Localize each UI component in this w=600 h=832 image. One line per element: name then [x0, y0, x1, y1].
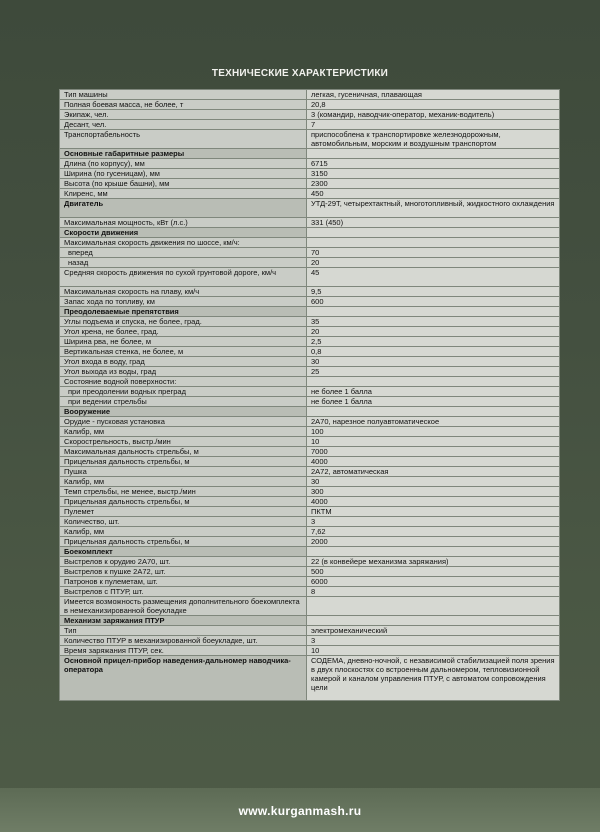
param-cell: Темп стрельбы, не менее, выстр./мин [60, 487, 307, 497]
param-cell: Вертикальная стенка, не более, м [60, 347, 307, 357]
table-row [60, 437, 560, 447]
value-cell: 450 [307, 189, 560, 199]
section-row [60, 307, 560, 317]
table-row [60, 417, 560, 427]
value-cell: 20 [307, 327, 560, 337]
table-row [60, 90, 560, 100]
value-cell: 6715 [307, 159, 560, 169]
param-cell: Угол входа в воду, град [60, 357, 307, 367]
section-row [60, 149, 560, 159]
value-cell: 3150 [307, 169, 560, 179]
value-cell: 20,8 [307, 100, 560, 110]
section-row [60, 616, 560, 626]
value-cell: 20 [307, 258, 560, 268]
param-cell: Патронов к пулеметам, шт. [60, 577, 307, 587]
table-row [60, 287, 560, 297]
value-cell [307, 228, 560, 238]
table-row [60, 427, 560, 437]
value-cell: 8 [307, 587, 560, 597]
value-cell: 3 (командир, наводчик-оператор, механик-водитель) [307, 110, 560, 120]
param-cell: Пушка [60, 467, 307, 477]
param-cell: Количество, шт. [60, 517, 307, 527]
table-row [60, 567, 560, 577]
param-cell: Полная боевая масса, не более, т [60, 100, 307, 110]
table-row [60, 130, 560, 149]
value-cell [307, 149, 560, 159]
value-cell: 7 [307, 120, 560, 130]
section-heading: Двигатель [60, 199, 307, 218]
value-cell: 3 [307, 636, 560, 646]
footer-url: www.kurganmash.ru [238, 804, 362, 818]
value-cell: 30 [307, 477, 560, 487]
page-title: ТЕХНИЧЕСКИЕ ХАРАКТЕРИСТИКИ [211, 68, 389, 79]
table-row [60, 557, 560, 567]
value-cell: 4000 [307, 497, 560, 507]
param-cell: Прицельная дальность стрельбы, м [60, 537, 307, 547]
section-heading: Механизм заряжания ПТУР [60, 616, 307, 626]
value-cell: 0,8 [307, 347, 560, 357]
table-row [60, 587, 560, 597]
param-cell: Угол выхода из воды, град [60, 367, 307, 377]
section-row [60, 407, 560, 417]
param-cell: Прицельная дальность стрельбы, м [60, 457, 307, 467]
value-cell: 22 (в конвейере механизма заряжания) [307, 557, 560, 567]
param-cell: при ведении стрельбы [60, 397, 307, 407]
param-cell: Тип машины [60, 90, 307, 100]
param-cell: назад [60, 258, 307, 268]
param-cell: Длина (по корпусу), мм [60, 159, 307, 169]
value-cell: электромеханический [307, 626, 560, 636]
table-row [60, 238, 560, 248]
table-row [60, 258, 560, 268]
table-row [60, 179, 560, 189]
value-cell: 7000 [307, 447, 560, 457]
value-cell: приспособлена к транспортировке железнодорожным, автомобильным, морским и воздушным транспортом [307, 130, 560, 149]
param-cell: Угол крена, не более, град. [60, 327, 307, 337]
table-row [60, 297, 560, 307]
table-row [60, 507, 560, 517]
value-cell: 500 [307, 567, 560, 577]
value-cell: 331 (450) [307, 218, 560, 228]
table-row [60, 636, 560, 646]
value-cell [307, 597, 560, 616]
table-row [60, 357, 560, 367]
table-row [60, 626, 560, 636]
section-heading: Скорости движения [60, 228, 307, 238]
param-cell: Ширина рва, не более, м [60, 337, 307, 347]
table-row [60, 487, 560, 497]
table-row [60, 317, 560, 327]
table-row [60, 199, 560, 218]
value-cell: СОДЕМА, дневно-ночной, с независимой стабилизацией поля зрения в двух плоскостях со встроенным дальномером, тепловизионной камерой и каналом управления ПТУР, с автоматом сопровождения цели [307, 656, 560, 701]
value-cell: не более 1 балла [307, 387, 560, 397]
table-row [60, 646, 560, 656]
param-cell: Ширина (по гусеницам), мм [60, 169, 307, 179]
table-row [60, 397, 560, 407]
table-row [60, 120, 560, 130]
table-row [60, 527, 560, 537]
table-row [60, 189, 560, 199]
param-cell: Количество ПТУР в механизированной боеукладке, шт. [60, 636, 307, 646]
value-cell: 30 [307, 357, 560, 367]
param-cell: Калибр, мм [60, 477, 307, 487]
param-cell: при преодолении водных преград [60, 387, 307, 397]
param-cell: Время заряжания ПТУР, сек. [60, 646, 307, 656]
param-cell: Скорострельность, выстр./мин [60, 437, 307, 447]
table-row [60, 218, 560, 228]
param-cell: Пулемет [60, 507, 307, 517]
table-row [60, 169, 560, 179]
value-cell: 70 [307, 248, 560, 258]
value-cell: 35 [307, 317, 560, 327]
value-cell: 45 [307, 268, 560, 287]
table-row [60, 347, 560, 357]
value-cell: 4000 [307, 457, 560, 467]
value-cell: 10 [307, 646, 560, 656]
value-cell: 25 [307, 367, 560, 377]
param-cell: Максимальная скорость на плаву, км/ч [60, 287, 307, 297]
value-cell: 2300 [307, 179, 560, 189]
value-cell: 6000 [307, 577, 560, 587]
value-cell [307, 238, 560, 248]
section-heading: Основные габаритные размеры [60, 149, 307, 159]
value-cell [307, 547, 560, 557]
param-cell: Выстрелов с ПТУР, шт. [60, 587, 307, 597]
table-row [60, 597, 560, 616]
section-row [60, 547, 560, 557]
section-heading: Основной прицел-прибор наведения-дальномер наводчика-оператора [60, 656, 307, 701]
value-cell: 7,62 [307, 527, 560, 537]
table-row [60, 367, 560, 377]
value-cell: 300 [307, 487, 560, 497]
value-cell: ПКТМ [307, 507, 560, 517]
param-cell: Десант, чел. [60, 120, 307, 130]
param-cell: Выстрелов к пушке 2А72, шт. [60, 567, 307, 577]
param-cell: Имеется возможность размещения дополнительного боекомплекта в немеханизированной боеукладке [60, 597, 307, 616]
value-cell: 2000 [307, 537, 560, 547]
table-row [60, 100, 560, 110]
table-row [60, 387, 560, 397]
table-row [60, 537, 560, 547]
table-row [60, 110, 560, 120]
table-row [60, 467, 560, 477]
param-cell: Запас хода по топливу, км [60, 297, 307, 307]
param-cell: Тип [60, 626, 307, 636]
value-cell: 2А72, автоматическая [307, 467, 560, 477]
value-cell: 2,5 [307, 337, 560, 347]
param-cell: Транспортабельность [60, 130, 307, 149]
value-cell: легкая, гусеничная, плавающая [307, 90, 560, 100]
param-cell: Углы подъема и спуска, не более, град. [60, 317, 307, 327]
param-cell: Максимальная мощность, кВт (л.с.) [60, 218, 307, 228]
table-row [60, 497, 560, 507]
param-cell: Состояние водной поверхности: [60, 377, 307, 387]
table-row [60, 656, 560, 701]
table-row [60, 159, 560, 169]
section-heading: Вооружение [60, 407, 307, 417]
specs-table [59, 89, 560, 701]
value-cell: 100 [307, 427, 560, 437]
table-row [60, 447, 560, 457]
table-row [60, 268, 560, 287]
param-cell: Калибр, мм [60, 527, 307, 537]
value-cell [307, 616, 560, 626]
section-heading: Преодолеваемые препятствия [60, 307, 307, 317]
value-cell: УТД-29Т, четырехтактный, многотопливный, жидкостного охлаждения [307, 199, 560, 218]
value-cell: 10 [307, 437, 560, 447]
param-cell: Калибр, мм [60, 427, 307, 437]
value-cell: 2А70, нарезное полуавтоматическое [307, 417, 560, 427]
table-row [60, 577, 560, 587]
table-row [60, 337, 560, 347]
section-row [60, 228, 560, 238]
table-row [60, 248, 560, 258]
value-cell [307, 307, 560, 317]
value-cell [307, 407, 560, 417]
param-cell: Максимальная скорость движения по шоссе, км/ч: [60, 238, 307, 248]
table-row [60, 377, 560, 387]
section-heading: Боекомплект [60, 547, 307, 557]
param-cell: Высота (по крыше башни), мм [60, 179, 307, 189]
param-cell: Клиренс, мм [60, 189, 307, 199]
param-cell: вперед [60, 248, 307, 258]
value-cell: 3 [307, 517, 560, 527]
param-cell: Максимальная дальность стрельбы, м [60, 447, 307, 457]
param-cell: Экипаж, чел. [60, 110, 307, 120]
param-cell: Орудие - пусковая установка [60, 417, 307, 427]
table-row [60, 327, 560, 337]
value-cell [307, 377, 560, 387]
value-cell: 9,5 [307, 287, 560, 297]
value-cell: не более 1 балла [307, 397, 560, 407]
param-cell: Выстрелов к орудию 2А70, шт. [60, 557, 307, 567]
table-row [60, 517, 560, 527]
table-row [60, 457, 560, 467]
value-cell: 600 [307, 297, 560, 307]
param-cell: Прицельная дальность стрельбы, м [60, 497, 307, 507]
table-row [60, 477, 560, 487]
param-cell: Средняя скорость движения по сухой грунтовой дороге, км/ч [60, 268, 307, 287]
